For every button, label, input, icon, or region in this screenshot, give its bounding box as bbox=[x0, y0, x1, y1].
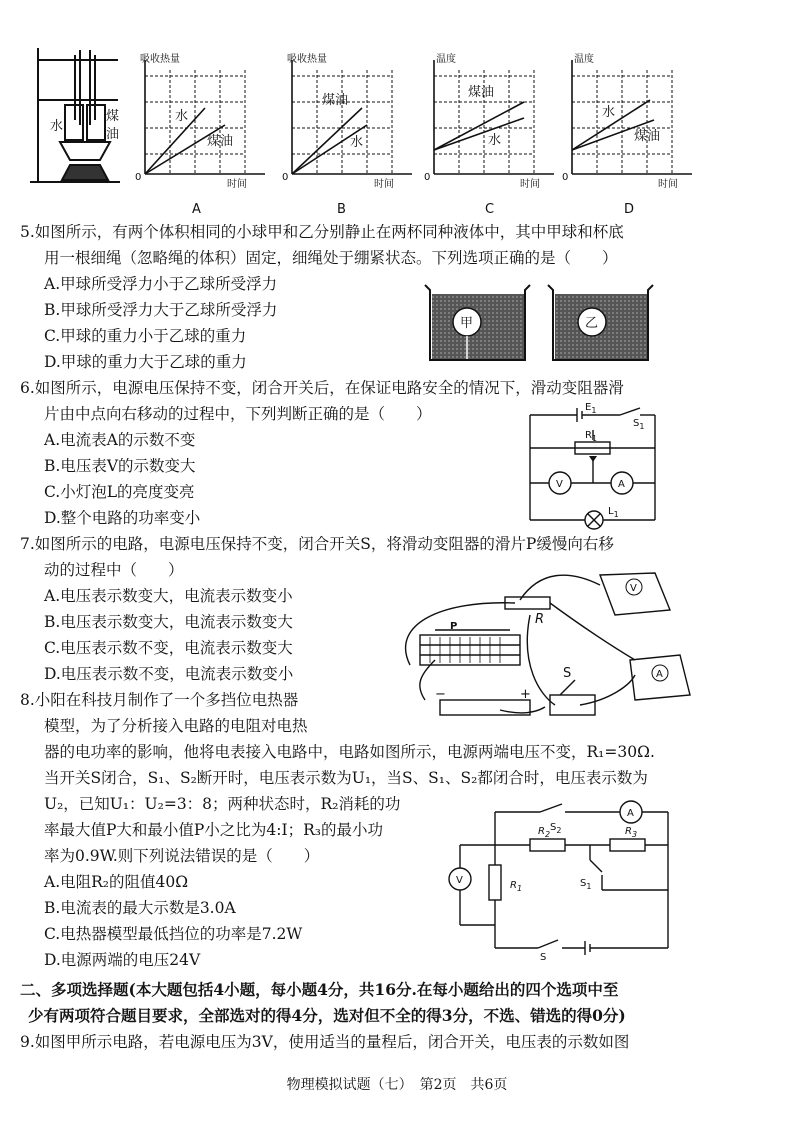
graph-b bbox=[282, 52, 412, 190]
q8-line4: 当开关S闭合，S₁、S₂断开时，电压表示数为U₁，当S、S₁、S₂都闭合时，电压表示数为 bbox=[44, 769, 648, 787]
q6-battery-label: $E_1$ bbox=[585, 402, 597, 415]
beaker-right bbox=[548, 285, 653, 360]
q6-rheostat-label: $R_1$ bbox=[585, 430, 598, 443]
q6-option-d: D.整个电路的功率变小 bbox=[44, 509, 201, 527]
q6-option-a: A.电流表A的示数不变 bbox=[44, 431, 196, 449]
q7-voltmeter-icon: V bbox=[630, 583, 637, 594]
setup-kerosene-label-2: 油 bbox=[106, 127, 120, 142]
graph-a-x-axis: 时间 bbox=[227, 179, 247, 190]
q8-s1-label: $S_1$ bbox=[580, 878, 592, 891]
q8-circuit-figure bbox=[440, 800, 690, 965]
graph-a-y-axis: 吸收热量 bbox=[140, 54, 180, 65]
figure-label-a: A bbox=[192, 202, 201, 217]
q8-voltmeter-icon: V bbox=[456, 875, 463, 886]
q5-option-d: D.甲球的重力大于乙球的重力 bbox=[44, 353, 247, 371]
section2-heading-line2: 少有两项符合题目要求，全部选对的得4分，选对但不全的得3分，不选、错选的得0分) bbox=[28, 1006, 626, 1025]
q6-stem-line1: 6.如图所示，电源电压保持不变，闭合开关后，在保证电路安全的情况下，滑动变阻器滑 bbox=[20, 379, 624, 397]
beaker-left bbox=[425, 285, 530, 360]
graph-b-line-lower: 水 bbox=[350, 135, 364, 150]
q7-minus-label: − bbox=[435, 687, 446, 702]
q5-stem-line2: 用一根细绳（忽略绳的体积）固定，细绳处于绷紧状态。下列选项正确的是（ ） bbox=[44, 249, 618, 267]
q7-option-d: D.电压表示数不变，电流表示数变小 bbox=[44, 665, 294, 683]
q8-option-d: D.电源两端的电压24V bbox=[44, 951, 201, 969]
section2-heading-line1: 二、多项选择题(本大题包括4小题，每小题4分，共16分.在每小题给出的四个选项中至 bbox=[20, 980, 619, 999]
q5-stem-line1: 5.如图所示，有两个体积相同的小球甲和乙分别静止在两杯同种液体中，其中甲球和杯底 bbox=[20, 223, 624, 241]
graph-d bbox=[562, 52, 692, 190]
graph-c-line-lower: 水 bbox=[488, 133, 502, 148]
graph-c-origin: 0 bbox=[424, 172, 431, 183]
q6-circuit-figure bbox=[505, 400, 675, 530]
q8-line3: 器的电功率的影响，他将电表接入电路中，电路如图所示，电源两端电压不变，R₁=30Ω. bbox=[44, 743, 655, 761]
graph-c-x-axis: 时间 bbox=[520, 179, 540, 190]
q8-s2-label: $S_2$ bbox=[550, 822, 562, 835]
q8-line6: 率最大值P大和最小值P小之比为4:I；R₃的最小功 bbox=[44, 821, 383, 839]
q8-r2-label: $R_2$ bbox=[538, 826, 551, 839]
graph-b-line-upper: 煤油 bbox=[322, 93, 349, 108]
setup-water-label: 水 bbox=[50, 119, 64, 134]
graph-a bbox=[135, 52, 265, 190]
graph-d-y-axis: 温度 bbox=[574, 54, 594, 65]
q5-option-b: B.甲球所受浮力大于乙球所受浮力 bbox=[44, 301, 278, 319]
q6-option-c: C.小灯泡L的亮度变亮 bbox=[44, 483, 195, 501]
graph-a-line-lower: 煤油 bbox=[207, 134, 234, 149]
q7-plus-label: + bbox=[520, 687, 531, 702]
graph-b-y-axis: 吸收热量 bbox=[287, 54, 327, 65]
ball-jia-label: 甲 bbox=[460, 316, 474, 331]
figure-label-b: B bbox=[337, 202, 346, 217]
ball-yi-label: 乙 bbox=[585, 316, 599, 331]
graph-d-origin: 0 bbox=[562, 172, 569, 183]
q8-line7: 率为0.9W.则下列说法错误的是（ ） bbox=[44, 847, 320, 865]
graph-b-origin: 0 bbox=[282, 172, 289, 183]
graph-d-x-axis: 时间 bbox=[658, 179, 678, 190]
voltmeter-icon: V bbox=[556, 479, 563, 490]
q8-line2: 模型，为了分析接入电路的电阻对电热 bbox=[44, 717, 308, 735]
q6-lamp-label: $L_1$ bbox=[608, 506, 619, 519]
q6-stem-line2: 片由中点向右移动的过程中，下列判断正确的是（ ） bbox=[44, 405, 432, 423]
graph-d-line-upper: 水 bbox=[602, 105, 616, 120]
q8-option-c: C.电热器模型最低挡位的功率是7.2W bbox=[44, 925, 303, 943]
q8-option-a: A.电阻R₂的阻值40Ω bbox=[44, 873, 189, 891]
q8-r3-label: $R_3$ bbox=[625, 826, 638, 839]
q7-slider-label: P bbox=[450, 621, 458, 632]
q9-stem: 9.如图甲所示电路，若电源电压为3V，使用适当的量程后，闭合开关，电压表的示数如图 bbox=[20, 1033, 630, 1051]
q6-option-b: B.电压表V的示数变大 bbox=[44, 457, 196, 475]
graph-a-line-upper: 水 bbox=[175, 109, 189, 124]
q7-stem-line2: 动的过程中（ ） bbox=[44, 561, 184, 579]
q7-option-a: A.电压表示数变大，电流表示数变小 bbox=[44, 587, 293, 605]
graph-c-y-axis: 温度 bbox=[436, 54, 456, 65]
q7-option-b: B.电压表示数变大，电流表示数变大 bbox=[44, 613, 293, 631]
graph-d-line-lower: 煤油 bbox=[634, 129, 661, 144]
q8-line5: U₂，已知U₁：U₂=3：8；两种状态时，R₂消耗的功 bbox=[44, 795, 401, 813]
q8-s-label: S bbox=[540, 952, 547, 963]
graph-a-origin: 0 bbox=[135, 172, 142, 183]
setup-kerosene-label-1: 煤 bbox=[106, 109, 120, 124]
q7-resistor-label: R bbox=[535, 612, 545, 627]
q8-option-b: B.电流表的最大示数是3.0A bbox=[44, 899, 236, 917]
page-footer: 物理模拟试题（七） 第2页 共6页 bbox=[286, 1077, 508, 1093]
ammeter-icon: A bbox=[618, 479, 625, 490]
q5-option-c: C.甲球的重力小于乙球的重力 bbox=[44, 327, 247, 345]
top-figures bbox=[0, 0, 794, 220]
q7-ammeter-icon: A bbox=[656, 669, 663, 680]
q5-option-a: A.甲球所受浮力小于乙球所受浮力 bbox=[44, 275, 278, 293]
q6-switch-label: $S_1$ bbox=[633, 418, 645, 431]
q7-switch-label: S bbox=[563, 666, 572, 681]
graph-c bbox=[424, 52, 554, 190]
figure-label-c: C bbox=[485, 202, 495, 217]
figure-label-d: D bbox=[624, 202, 635, 217]
q7-apparatus-figure bbox=[380, 565, 700, 725]
q8-r1-label: $R_1$ bbox=[510, 880, 523, 893]
q8-ammeter-icon: A bbox=[627, 808, 634, 819]
q7-option-c: C.电压表示数不变，电流表示数变大 bbox=[44, 639, 293, 657]
q8-line1: 8.小阳在科技月制作了一个多挡位电热器 bbox=[20, 691, 299, 709]
graph-c-line-upper: 煤油 bbox=[468, 85, 495, 100]
q7-stem-line1: 7.如图所示的电路，电源电压保持不变，闭合开关S，将滑动变阻器的滑片P缓慢向右移 bbox=[20, 535, 614, 553]
graph-b-x-axis: 时间 bbox=[374, 179, 394, 190]
q5-beakers-figure bbox=[420, 280, 670, 365]
